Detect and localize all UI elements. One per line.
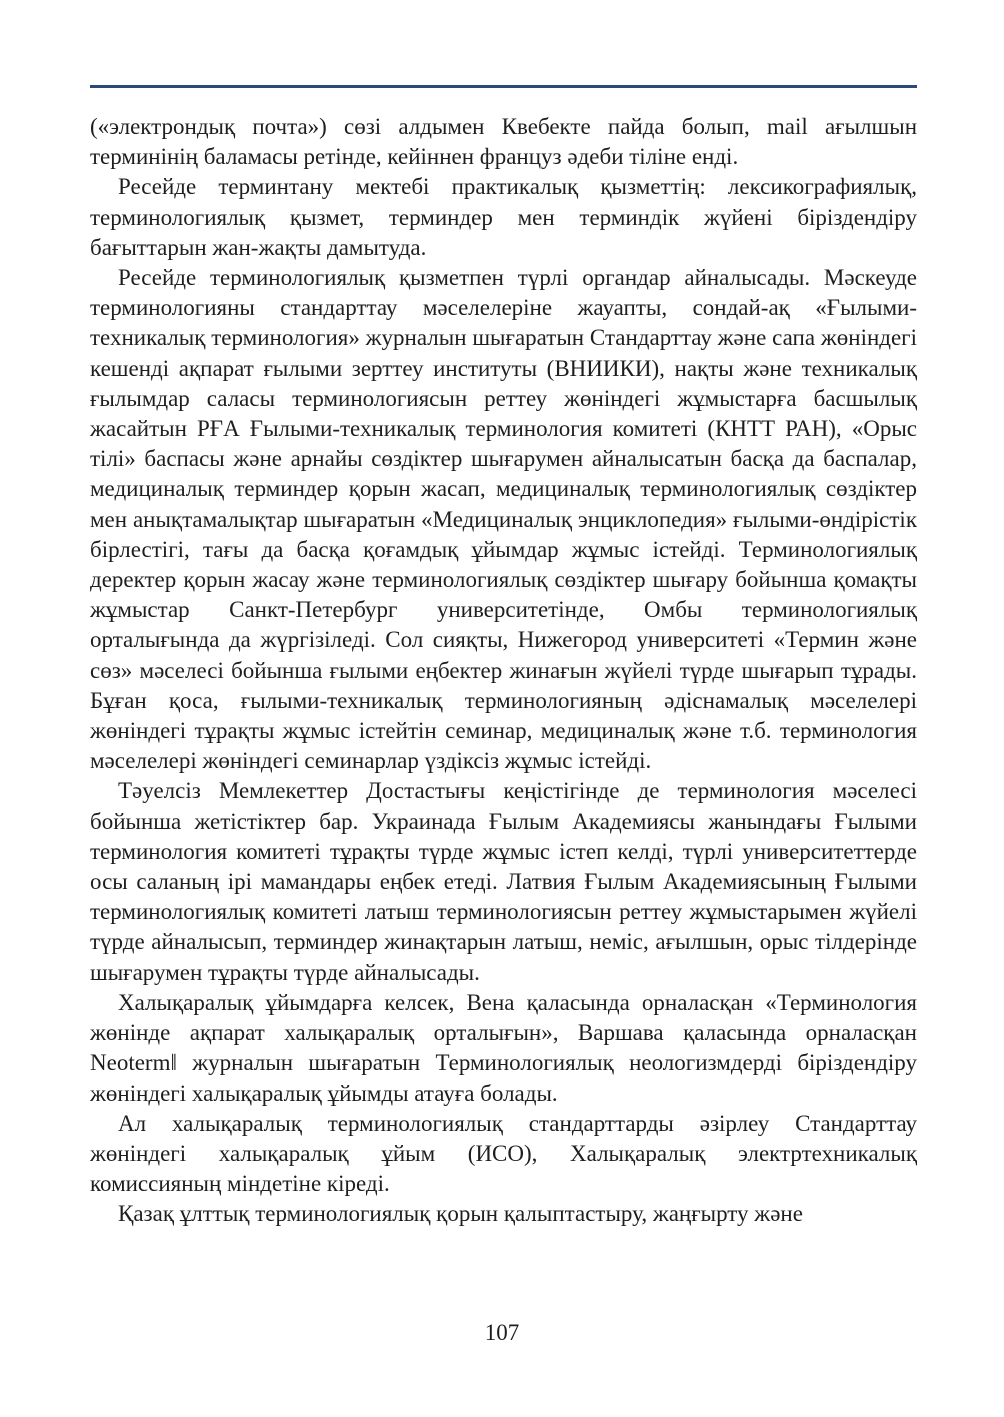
- paragraph-7: Қазақ ұлттық терминологиялық қорын қалыптастыру, жаңғырту және: [118, 1201, 803, 1227]
- paragraph-1: («электрондық почта») сөзі алдымен Квебекте пайда болып, mail ағылшын терминінің баламасы ретінде, кейіннен француз әдеби тіліне енді.: [90, 114, 917, 170]
- paragraph-3: Ресейде терминологиялық қызметпен түрлі органдар айналысады. Мәскеуде терминологияны стандарттау мәселелеріне жауапты, сондай-ақ «Ғылыми-техникалық терминология» журналын шығаратын Стандарттау және сапа жөніндегі кешенді ақпарат ғылыми зерттеу институты (ВНИИКИ), нақты және техникалық ғылымдар саласы терминологиясын реттеу жөніндегі жұмыстарға басшылық жасайтын РҒА Ғылыми-техникалық терминология комитеті (КНТТ РАН), «Орыс тілі» баспасы және арнайы сөздіктер шығарумен айналысатын басқа да баспалар, медициналық терминдер қорын жасап, медициналық терминологиялық сөздіктер мен анықтамалықтар шығаратын «Медициналық энциклопедия» ғылыми-өндірістік бірлестігі, тағы да басқа қоғамдық ұйымдар жұмыс істейді. Терминологиялық деректер қорын жасау және терминологиялық сөздіктер шығару бойынша қомақты жұмыстар Санкт-Петербург университетінде, Омбы терминологиялық орталығында да жүргізіледі. Сол сияқты, Нижегород университеті «Термин және сөз» мәселесі бойынша ғылыми еңбектер жинағын жүйелі түрде шығарып тұрады. Бұған қоса, ғылыми-техникалық терминологияның әдіснамалық мәселелері жөніндегі тұрақты жұмыс істейтін семинар, медициналық және т.б. терминология мәселелері жөніндегі семинарлар үздіксіз жұмыс істейді.: [90, 265, 917, 774]
- paragraph-5: Халықаралық ұйымдарға келсек, Вена қаласында орналасқан «Терминология жөнінде ақпарат халықаралық орталығын», Варшава қаласында орналасқан Neoterm‖ журналын шығаратын Терминологиялық неологизмдерді біріздендіру жөніндегі халықаралық ұйымды атауға болады.: [90, 989, 917, 1106]
- header-rule: [90, 85, 917, 88]
- paragraph-2: Ресейде терминтану мектебі практикалық қызметтің: лексикографиялық, терминологиялық қызмет, терминдер мен терминдік жүйені біріздендіру бағыттарын жан-жақты дамытуда.: [90, 174, 917, 260]
- paragraph-6: Ал халықаралық терминологиялық стандарттарды әзірлеу Стандарттау жөніндегі халықаралық ұйым (ИСО), Халықаралық электртехникалық комиссияның міндетіне кіреді.: [90, 1110, 917, 1197]
- paragraph-4: Тәуелсіз Мемлекеттер Достастығы кеңістігінде де терминология мәселесі бойынша жетістіктер бар. Украинада Ғылым Академиясы жанындағы Ғылыми терминология комитеті тұрақты түрде жұмыс істеп келді, түрлі университеттерде осы саланың ірі мамандары еңбек етеді. Латвия Ғылым Академиясының Ғылыми терминологиялық комитеті латыш терминологиясын реттеу жұмыстарымен жүйелі түрде айналысып, терминдер жинақтарын латыш, неміс, ағылшын, орыс тілдерінде шығарумен тұрақты түрде айналысады.: [90, 778, 917, 985]
- page-number: 107: [484, 1320, 520, 1345]
- body-text: [90, 112, 917, 1230]
